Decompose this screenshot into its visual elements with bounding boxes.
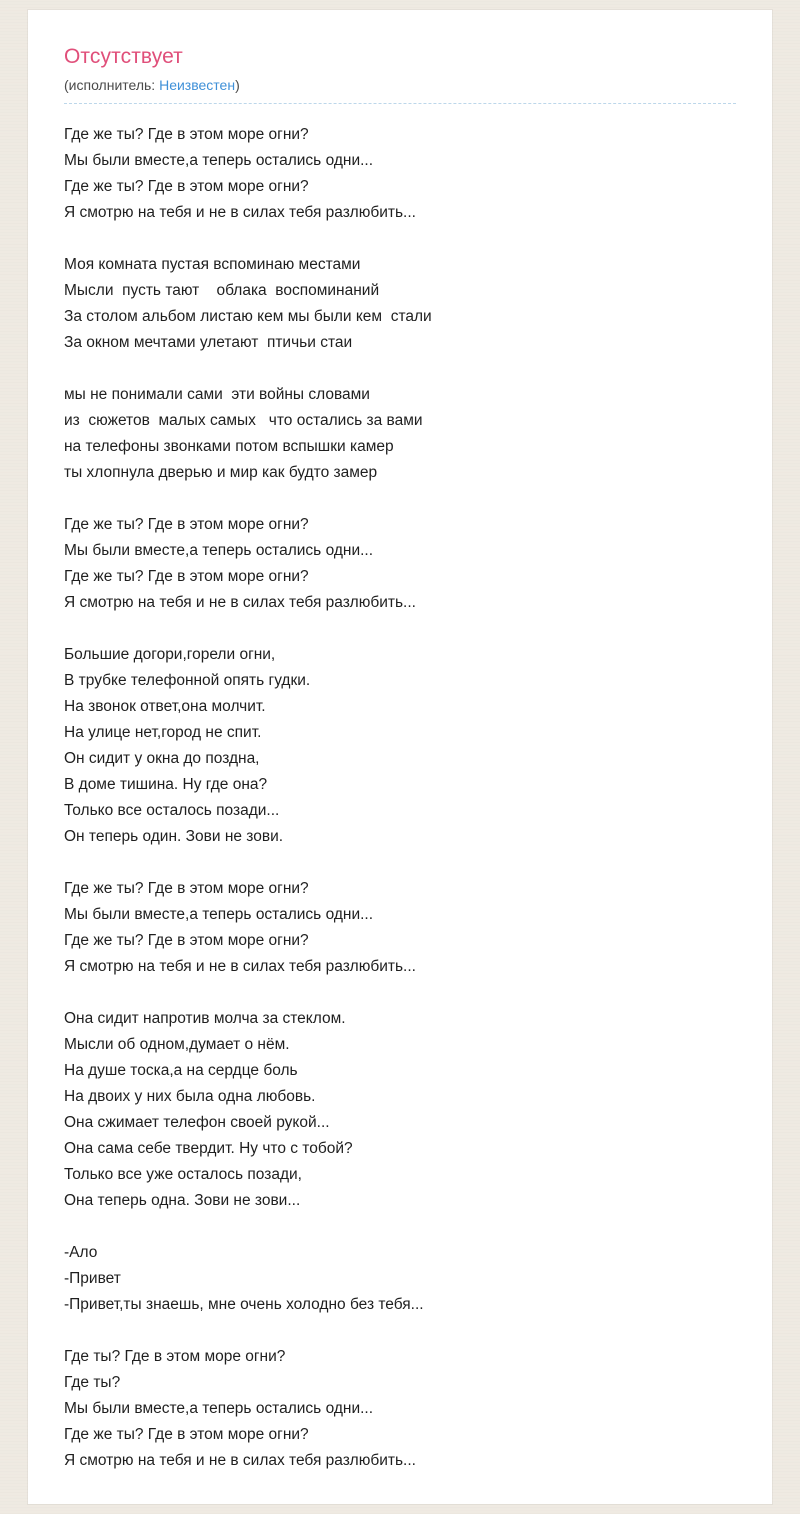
lyrics-stanza: [64, 1240, 736, 1318]
lyrics-line: Она сама себе твердит. Ну что с тобой?: [64, 1140, 353, 1158]
lyrics-line: Она сидит напротив молча за стеклом.: [64, 1010, 346, 1028]
lyrics-line: Где же ты? Где в этом море огни?: [64, 568, 309, 586]
lyrics-stanza: [64, 122, 736, 226]
lyrics-line: В трубке телефонной опять гудки.: [64, 672, 311, 690]
lyrics-line: Он теперь один. Зови не зови.: [64, 828, 284, 846]
lyrics-line: Где же ты? Где в этом море огни?: [64, 178, 309, 196]
page-title: Отсутствует: [64, 45, 183, 68]
lyrics-stanza: [64, 642, 736, 850]
lyrics-line: На звонок ответ,она молчит.: [64, 698, 266, 716]
lyrics-line: -Привет,ты знаешь, мне очень холодно без тебя...: [64, 1296, 424, 1314]
lyrics-line: Мы были вместе,а теперь остались одни...: [64, 152, 374, 170]
lyrics-line: Где же ты? Где в этом море огни?: [64, 516, 309, 534]
lyrics-line: Она теперь одна. Зови не зови...: [64, 1192, 301, 1210]
lyrics-stanza: [64, 382, 736, 486]
lyrics-stanza: [64, 252, 736, 356]
lyrics-line: Только все уже осталось позади,: [64, 1166, 302, 1184]
divider: [64, 103, 736, 104]
lyrics-line: Она сжимает телефон своей рукой...: [64, 1114, 330, 1132]
lyrics-line: -Ало: [64, 1244, 98, 1262]
lyrics-line: Мы были вместе,а теперь остались одни...: [64, 1400, 374, 1418]
lyrics-line: из сюжетов малых самых что остались за вами: [64, 412, 423, 430]
lyrics-line: Где ты?: [64, 1374, 121, 1392]
lyrics-line: Мысли об одном,думает о нём.: [64, 1036, 290, 1054]
lyrics-line: Большие догори,горели огни,: [64, 646, 276, 664]
lyrics-line: Я смотрю на тебя и не в силах тебя разлюбить...: [64, 1452, 416, 1470]
artist-suffix-label: ): [235, 77, 240, 94]
lyrics-line: Где же ты? Где в этом море огни?: [64, 932, 309, 950]
lyrics-stanza: [64, 512, 736, 616]
lyrics-line: Я смотрю на тебя и не в силах тебя разлюбить...: [64, 958, 416, 976]
lyrics-line: ты хлопнула дверью и мир как будто замер: [64, 464, 378, 482]
artist-line: [64, 77, 736, 93]
lyrics-line: Я смотрю на тебя и не в силах тебя разлюбить...: [64, 204, 416, 222]
lyrics-line: Я смотрю на тебя и не в силах тебя разлюбить...: [64, 594, 416, 612]
lyrics-line: Где ты? Где в этом море огни?: [64, 1348, 286, 1366]
artist-link[interactable]: Неизвестен: [159, 77, 236, 94]
lyrics-line: Моя комната пустая вспоминаю местами: [64, 256, 361, 274]
lyrics-line: Где же ты? Где в этом море огни?: [64, 1426, 309, 1444]
lyrics-body: [64, 122, 736, 1474]
lyrics-line: Где же ты? Где в этом море огни?: [64, 126, 309, 144]
artist-prefix-label: (исполнитель:: [64, 77, 160, 94]
lyrics-line: На улице нет,город не спит.: [64, 724, 262, 742]
lyrics-stanza: [64, 1006, 736, 1214]
lyrics-stanza: [64, 876, 736, 980]
lyrics-line: За окном мечтами улетают птичьи стаи: [64, 334, 353, 352]
lyrics-line: Только все осталось позади...: [64, 802, 280, 820]
lyrics-line: мы не понимали сами эти войны словами: [64, 386, 370, 404]
lyrics-line: -Привет: [64, 1270, 121, 1288]
lyrics-stanza: [64, 1344, 736, 1474]
lyrics-line: Мы были вместе,а теперь остались одни...: [64, 542, 374, 560]
lyrics-line: За столом альбом листаю кем мы были кем стали: [64, 308, 432, 326]
lyrics-line: В доме тишина. Ну где она?: [64, 776, 268, 794]
lyrics-line: На душе тоска,а на сердце боль: [64, 1062, 298, 1080]
lyrics-line: Он сидит у окна до поздна,: [64, 750, 260, 768]
lyrics-line: На двоих у них была одна любовь.: [64, 1088, 316, 1106]
lyrics-line: Мысли пусть тают облака воспоминаний: [64, 282, 380, 300]
lyrics-line: на телефоны звонками потом вспышки камер: [64, 438, 394, 456]
lyrics-sheet: [28, 10, 772, 1504]
lyrics-line: Мы были вместе,а теперь остались одни...: [64, 906, 374, 924]
lyrics-line: Где же ты? Где в этом море огни?: [64, 880, 309, 898]
